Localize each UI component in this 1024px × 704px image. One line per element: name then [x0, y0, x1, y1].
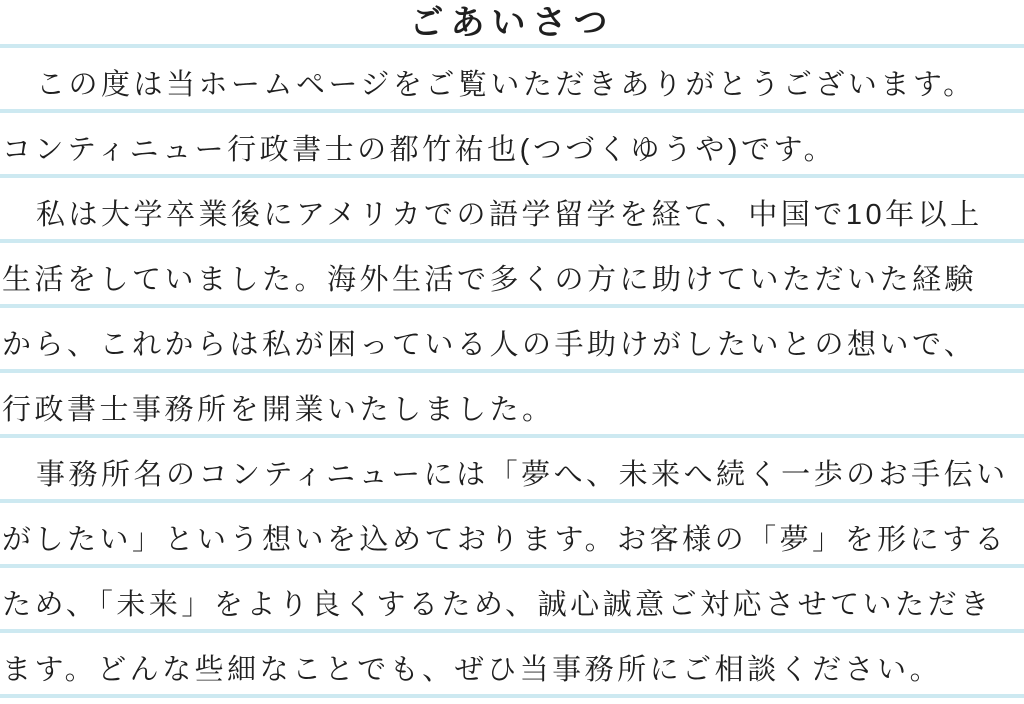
text-line: 事務所名のコンティニューには「夢へ、未来へ続く一歩のお手伝い: [0, 438, 1024, 503]
body-text: [0, 48, 1024, 698]
text-line: がしたい」という想いを込めております。お客様の「夢」を形にする: [0, 503, 1024, 568]
text-line: コンティニュー行政書士の都竹祐也(つづくゆうや)です。: [0, 113, 1024, 178]
text-line: ます。どんな些細なことでも、ぜひ当事務所にご相談ください。: [0, 633, 1024, 698]
page-title: ごあいさつ: [0, 0, 1024, 48]
text-line: ため、「未来」をより良くするため、誠心誠意ご対応させていただき: [0, 568, 1024, 633]
text-line: この度は当ホームページをご覧いただきありがとうございます。: [0, 48, 1024, 113]
text-line: から、これからは私が困っている人の手助けがしたいとの想いで、: [0, 308, 1024, 373]
text-line: 行政書士事務所を開業いたしました。: [0, 373, 1024, 438]
text-line: 生活をしていました。海外生活で多くの方に助けていただいた経験: [0, 243, 1024, 308]
text-line: 私は大学卒業後にアメリカでの語学留学を経て、中国で10年以上: [0, 178, 1024, 243]
